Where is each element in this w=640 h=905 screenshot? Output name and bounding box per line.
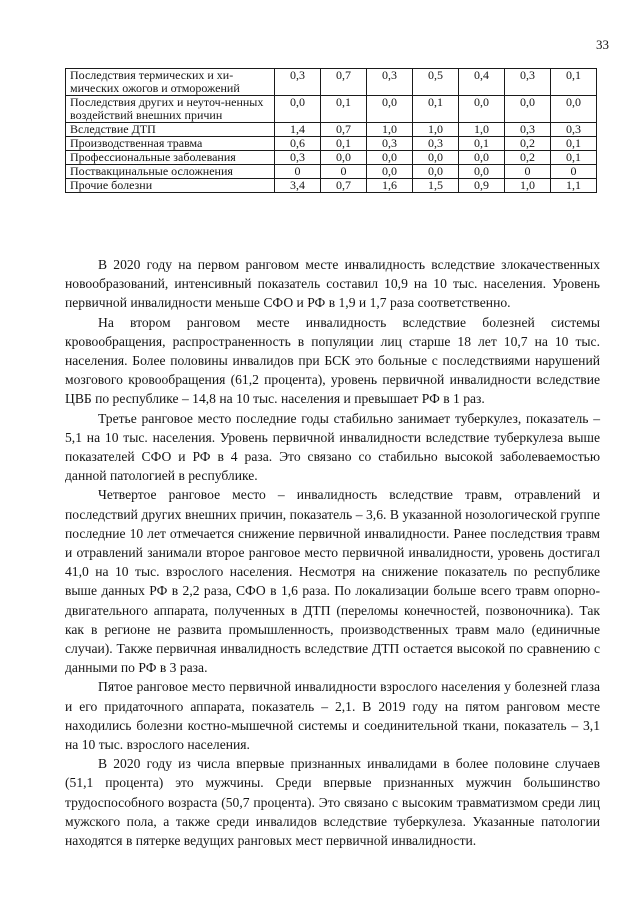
disability-causes-table: [65, 68, 597, 193]
text-body: [65, 255, 600, 850]
table-cell: 0,1: [321, 96, 367, 123]
page-number: 33: [596, 37, 609, 52]
table-cell: 0,1: [321, 137, 367, 151]
table-cell: 0,0: [413, 151, 459, 165]
table-cell: 0,3: [551, 123, 597, 137]
table-cell: 0,6: [275, 137, 321, 151]
row-label: Прочие болезни: [66, 179, 275, 193]
table-cell: 0: [505, 165, 551, 179]
table-cell: 0,3: [505, 69, 551, 96]
table-cell: 0,7: [321, 123, 367, 137]
table-row: [66, 96, 597, 123]
table-cell: 0,0: [367, 96, 413, 123]
table-cell: 0,9: [459, 179, 505, 193]
table-cell: 0,3: [367, 69, 413, 96]
row-label: Последствия других и неуточ-ненных воздействий внешних причин: [66, 96, 275, 123]
table-cell: 0,0: [459, 151, 505, 165]
row-label: Поствакцинальные осложнения: [66, 165, 275, 179]
table-cell: 0,3: [275, 69, 321, 96]
table-cell: 0,7: [321, 69, 367, 96]
table-cell: 1,5: [413, 179, 459, 193]
table-row: [66, 151, 597, 165]
table-row: [66, 137, 597, 151]
table-cell: 3,4: [275, 179, 321, 193]
table-cell: 0,0: [505, 96, 551, 123]
paragraph: Пятое ранговое место первичной инвалидности взрослого населения у болезней глаза и его придаточного аппарата, показатель – 2,1. В 2019 году на пятом ранговом месте находились болезни костно-мышечной системы и соединительной ткани, показатель – 3,1 на 10 тыс. взрослого населения.: [65, 679, 600, 753]
table-cell: 0,3: [413, 137, 459, 151]
row-label: Производственная травма: [66, 137, 275, 151]
table-cell: 0,0: [367, 151, 413, 165]
table-cell: 1,0: [413, 123, 459, 137]
table-cell: 0,7: [321, 179, 367, 193]
table-cell: 1,1: [551, 179, 597, 193]
table-cell: 1,0: [459, 123, 505, 137]
paragraph: В 2020 году на первом ранговом месте инвалидность вследствие злокачественных новообразований, интенсивный показатель составил 10,9 на 10 тыс. населения. Уровень первичной инвалидности меньше СФО и РФ в 1,9 и 1,7 раза соответственно.: [65, 257, 600, 311]
table-cell: 0: [321, 165, 367, 179]
paragraph: В 2020 году из числа впервые признанных инвалидами в более половине случаев (51,1 процента) это мужчины. Среди впервые признанных мужчин большинство трудоспособного возраста (50,7 процента). Это связано с высоким травматизмом среди лиц мужского пола, а также среди инвалидов вследствие туберкулеза. Указанные патологии находятся в пятерке ведущих ранговых мест первичной инвалидности.: [65, 756, 600, 849]
table-cell: 1,4: [275, 123, 321, 137]
table-row: [66, 179, 597, 193]
table-cell: 0,0: [275, 96, 321, 123]
table-cell: 0,2: [505, 137, 551, 151]
table-cell: 0,0: [459, 96, 505, 123]
table-cell: 0,1: [459, 137, 505, 151]
table-cell: 1,0: [505, 179, 551, 193]
row-label: Вследствие ДТП: [66, 123, 275, 137]
table-cell: 0,1: [551, 137, 597, 151]
table-cell: 0,1: [551, 69, 597, 96]
table-cell: 0,1: [413, 96, 459, 123]
table-cell: 1,0: [367, 123, 413, 137]
paragraph: Третье ранговое место последние годы стабильно занимает туберкулез, показатель – 5,1 на 10 тыс. населения. Уровень первичной инвалидности вследствие туберкулеза выше показателей СФО и РФ в 4 раза. Это связано со стабильно высокой заболеваемостью данной патологией в республике.: [65, 410, 600, 484]
table-cell: 0,0: [367, 165, 413, 179]
row-label: Профессиональные заболевания: [66, 151, 275, 165]
table-row: [66, 165, 597, 179]
table-cell: 0,3: [275, 151, 321, 165]
table-cell: 0,2: [505, 151, 551, 165]
paragraph: На втором ранговом месте инвалидность вследствие болезней системы кровообращения, распространенность в популяции лиц старше 18 лет 10,7 на 10 тыс. населения. Более половины инвалидов при БСК это больные с последствиями нарушений мозгового кровообращения (61,2 процента), уровень первичной инвалидности вследствие ЦВБ по республике – 14,8 на 10 тыс. населения и превышает РФ в 1 раз.: [65, 314, 600, 407]
table-cell: 1,6: [367, 179, 413, 193]
table-cell: 0,4: [459, 69, 505, 96]
table-cell: 0,0: [413, 165, 459, 179]
table-cell: 0,3: [505, 123, 551, 137]
row-label: Последствия термических и хи-мических ожогов и отморожений: [66, 69, 275, 96]
table-cell: 0,0: [459, 165, 505, 179]
table-cell: 0,1: [551, 151, 597, 165]
paragraph: Четвертое ранговое место – инвалидность вследствие травм, отравлений и последствий других внешних причин, показатель – 3,6. В указанной нозологической группе последние 10 лет отмечается снижение первичной инвалидности. Ранее последствия травм и отравлений занимали второе ранговое место первичной инвалидности, уровень достигал 41,0 на 10 тыс. взрослого населения. Несмотря на снижение показатель по республике выше данных РФ в 2,2 раза, СФО в 1,6 раза. По локализации больше всего травм опорно-двигательного аппарата, полученных в ДТП (переломы конечностей, позвоночника). Так как в регионе не развита промышленность, производственных травм мало (единичные случаи). Также первичная инвалидность вследствие ДТП остается высокой по сравнению с данными по РФ в 3 раза.: [65, 487, 600, 676]
table-row: [66, 69, 597, 96]
table-cell: 0,0: [551, 96, 597, 123]
table-cell: 0,5: [413, 69, 459, 96]
table-row: [66, 123, 597, 137]
table-cell: 0: [551, 165, 597, 179]
table-cell: 0: [275, 165, 321, 179]
table-cell: 0,3: [367, 137, 413, 151]
table-cell: 0,0: [321, 151, 367, 165]
